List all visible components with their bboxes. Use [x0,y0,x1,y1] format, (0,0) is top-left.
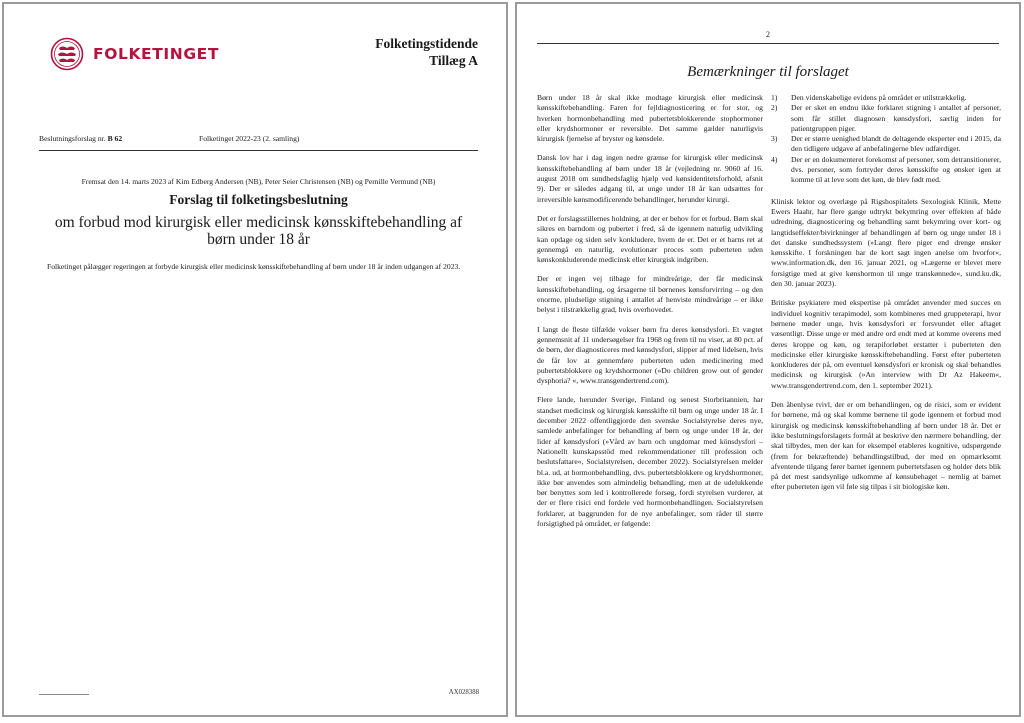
list-text: Der er sket en endnu ikke forklaret stigning i antallet af personer, som får stillet diagnosen kønsdysfori, særlig inden for patientgruppen piger. [791,103,1001,133]
list-item [771,93,1001,103]
publication-line-2: Tillæg A [429,53,478,68]
document-page-2 [515,2,1021,717]
document-subtitle: om forbud mod kirurgisk eller medicinsk kønsskiftebehandling af børn under 18 år [54,214,463,248]
text-column-left [537,93,763,538]
paragraph: Den åbenlyse tvivl, der er om behandlingen, og de risici, som er evident for børnene, må og skal komme børnene til gode igennem et forbud mod kirurgisk og medicinsk kønsskiftebehandling af børn under 18 år. Det er ikke beslutningsforslagets formål at beskrive den nærmere behandling, der skal tilbydes, men der kan for eksempel etableres kognitive, udspørgende (frem for bekræftende) behandlingstilbud, der med en opmærksomt afventende tilgang fører barnet igennem pubertetsfasen og holder dets blik på det mest sandsynlige udkomme af kønsubehaget – nemlig at barnet efter puberteten igen vil føle sig tilpas i sit biologiske køn. [771,400,1001,492]
list-number: 4) [771,154,778,164]
reasons-list [771,93,1001,186]
proposal-number-value: B 62 [107,134,123,143]
paragraph: Børn under 18 år skal ikke modtage kirurgisk eller medicinsk kønsskiftebehandling. Faren for fejldiagnosticering er for stor, og hverken hormonbehandling med pubertetsblokkerende stophormoner eller krydshormoner er reversible. Det samme gælder naturligvis kirurgisk fjernelse af bryster og kønsdele. [537,93,763,144]
folketinget-seal-icon [50,37,84,71]
paragraph: Flere lande, herunder Sverige, Finland og senest Storbritannien, har standset medicinsk og kirurgisk kønsskifte til børn og unge under 18 år. I december 2022 offentliggjorde den svenske Socialstyrelse deres nye, samlede anbefalinger for behandling af børn og unge under 18 år, der lider af kønsdysfori (»Vård av barn och ungdomar med könsdysfori – Nationellt kunskapsstöd med rekommendationer till profession och beslutsfattare«, Socialstyrelsen, december 2022). Socialstyrelsen melder bl.a. ud, at hormonbehandling, dvs. pubertetsblokkere og krydshormoner, ikke bør anvendes som almindelig behandling, men at de udelukkende bør benyttes som led i kontrollerede forsøg, fordi styrelsen vurderer, at der er flere risici end fordele ved hormonbehandlingen. Socialstyrelsen forklarer, at baggrunden for de nye anbefalinger, som råder til større forsigtighed på området, er følgende: [537,395,763,528]
list-item [771,134,1001,155]
paragraph: Britiske psykiatere med ekspertise på området anvender med succes en individuel kognitiv terapimodel, som kombineres med gruppeterapi, hvor børnene møder unge, hvis kønsdysfori er forsvundet eller aftaget væsentligt. Disse unge er med andre ord endt med at komme overens med deres kroppe og køn, og terapiforløbet erstatter i puberteten den medicinske eller kirurgiske kønsskiftebehandling. Først efter puberteten konkluderes der på, om eventuel kønsdysfori er kronisk og skal behandles medicinsk og kirurgisk (»An interview with Dr Az Hakeem«, www.transgendertrend.com, den 1. september 2021). [771,298,1001,390]
section-title: Bemærkninger til forslaget [687,64,849,80]
proposal-meta-row [39,134,478,151]
footnote-divider [39,694,89,695]
paragraph: Klinisk lektor og overlæge på Rigshospitalets Sexologisk Klinik, Mette Ewers Haahr, har flere gange udtrykt bekymring over effekten af både udredning, diagnosticering og behandling samt bekymring over kort- og langtidseffekter/bivirkninger af behandlingen af børn og unge under 18 i det danske sundhedssystem (»Langt flere piger end drenge ønsker kønsskifte. I forskningen har de kort sagt ingen anelse om hvorfor«, www.information.dk, den 16. januar 2021, og »Lægerne er blevet mere forsigtige med at give kønshormon til unge transkønnede«, sund.ku.dk, den 30. januar 2023). [771,196,1001,289]
list-text: Den videnskabelige evidens på området er utilstrækkelig. [791,93,967,102]
list-text: Der er en dokumenteret forekomst af personer, som detransitionerer, dvs. personer, som fortryder deres kønsskifte og ønsker igen at komme til at leve som det køn, de blev født med. [791,154,1001,185]
list-number: 2) [771,103,778,113]
proposal-number [39,134,122,143]
parliament-session: Folketinget 2022-23 (2. samling) [199,134,300,143]
paragraph: Det er forslagsstillernes holdning, at der er behov for et forbud. Børn skal sikres en barndom og pubertet i fred, så de igennem naturlig udvikling kan opdage og siden selv konkludere, hvem de er. Det er et barns ret at gennemgå en naturlig, evolutionær proces som puberteten uden kønskonkluderende medicinsk eller kirurgisk indgriben. [537,213,763,265]
paragraph: Der er ingen vej tilbage for mindreårige, der får medicinsk kønsskiftebehandling, og årsagerne til børnenes kønsforvirring – og den enorme, pludselige stigning i antallet af henviste mindreårige – er ikke belyst i tilstrækkelig grad, hvis overhovedet. [537,274,763,315]
list-number: 1) [771,93,778,102]
folketinget-logo [50,37,219,71]
header-rule [537,43,999,44]
text-column-right [771,93,1001,502]
document-page-1 [2,2,508,717]
paragraph: I langt de fleste tilfælde vokser børn fra deres kønsdysfori. Et vægtet gennemsnit af 11 undersøgelser fra 1968 og frem til nu viser, at 80 pct. af de børn, der diagnosticeres med kønsdysfori, slipper af med lidelsen, hvis de får lov at gennemføre puberteten uden medicinering med pubertetsblokkere og krydshormoner (»Do children grow out of gender dysphoria? «, www.transgendertrend.com). [537,324,763,386]
publication-name [375,35,478,69]
list-item [771,155,1001,186]
publication-line-1: Folketingstidende [375,36,478,51]
proposal-prefix: Beslutningsforslag nr. [39,134,108,143]
resolution-text: Folketinget pålægger regeringen at forbyde kirurgisk eller medicinsk kønsskiftebehandling af børn under 18 år inden udgangen af 2023. [47,262,461,271]
paragraph: Dansk lov har i dag ingen nedre grænse for kirurgisk eller medicinsk kønsskiftebehandling af børn under 18 år (vejledning nr. 9060 af 16. august 2018 om sundhedsfaglig hjælp ved kønsidentitetsforhold, afsnit 9). Der er således adgang til, at unge under 18 år kan udsættes for irreversible kønsmodificerende behandlinger, herunder kirurgi. [537,153,763,204]
logo-text: FOLKETINGET [93,45,220,63]
document-id: AX028388 [448,689,479,696]
document-title: Forslag til folketingsbeslutning [169,192,348,207]
list-text: Der er større uenighed blandt de deltagende eksperter end i 2015, da den tidligere udgave af anbefalingerne blev udfærdiget. [791,134,1001,154]
list-item [771,103,1001,134]
sponsors-line: Fremsat den 14. marts 2023 af Kim Edberg Andersen (NB), Peter Seier Christensen (NB) og Pernille Vermund (NB) [81,177,436,186]
page-number: 2 [766,30,770,39]
list-number: 3) [771,134,778,144]
